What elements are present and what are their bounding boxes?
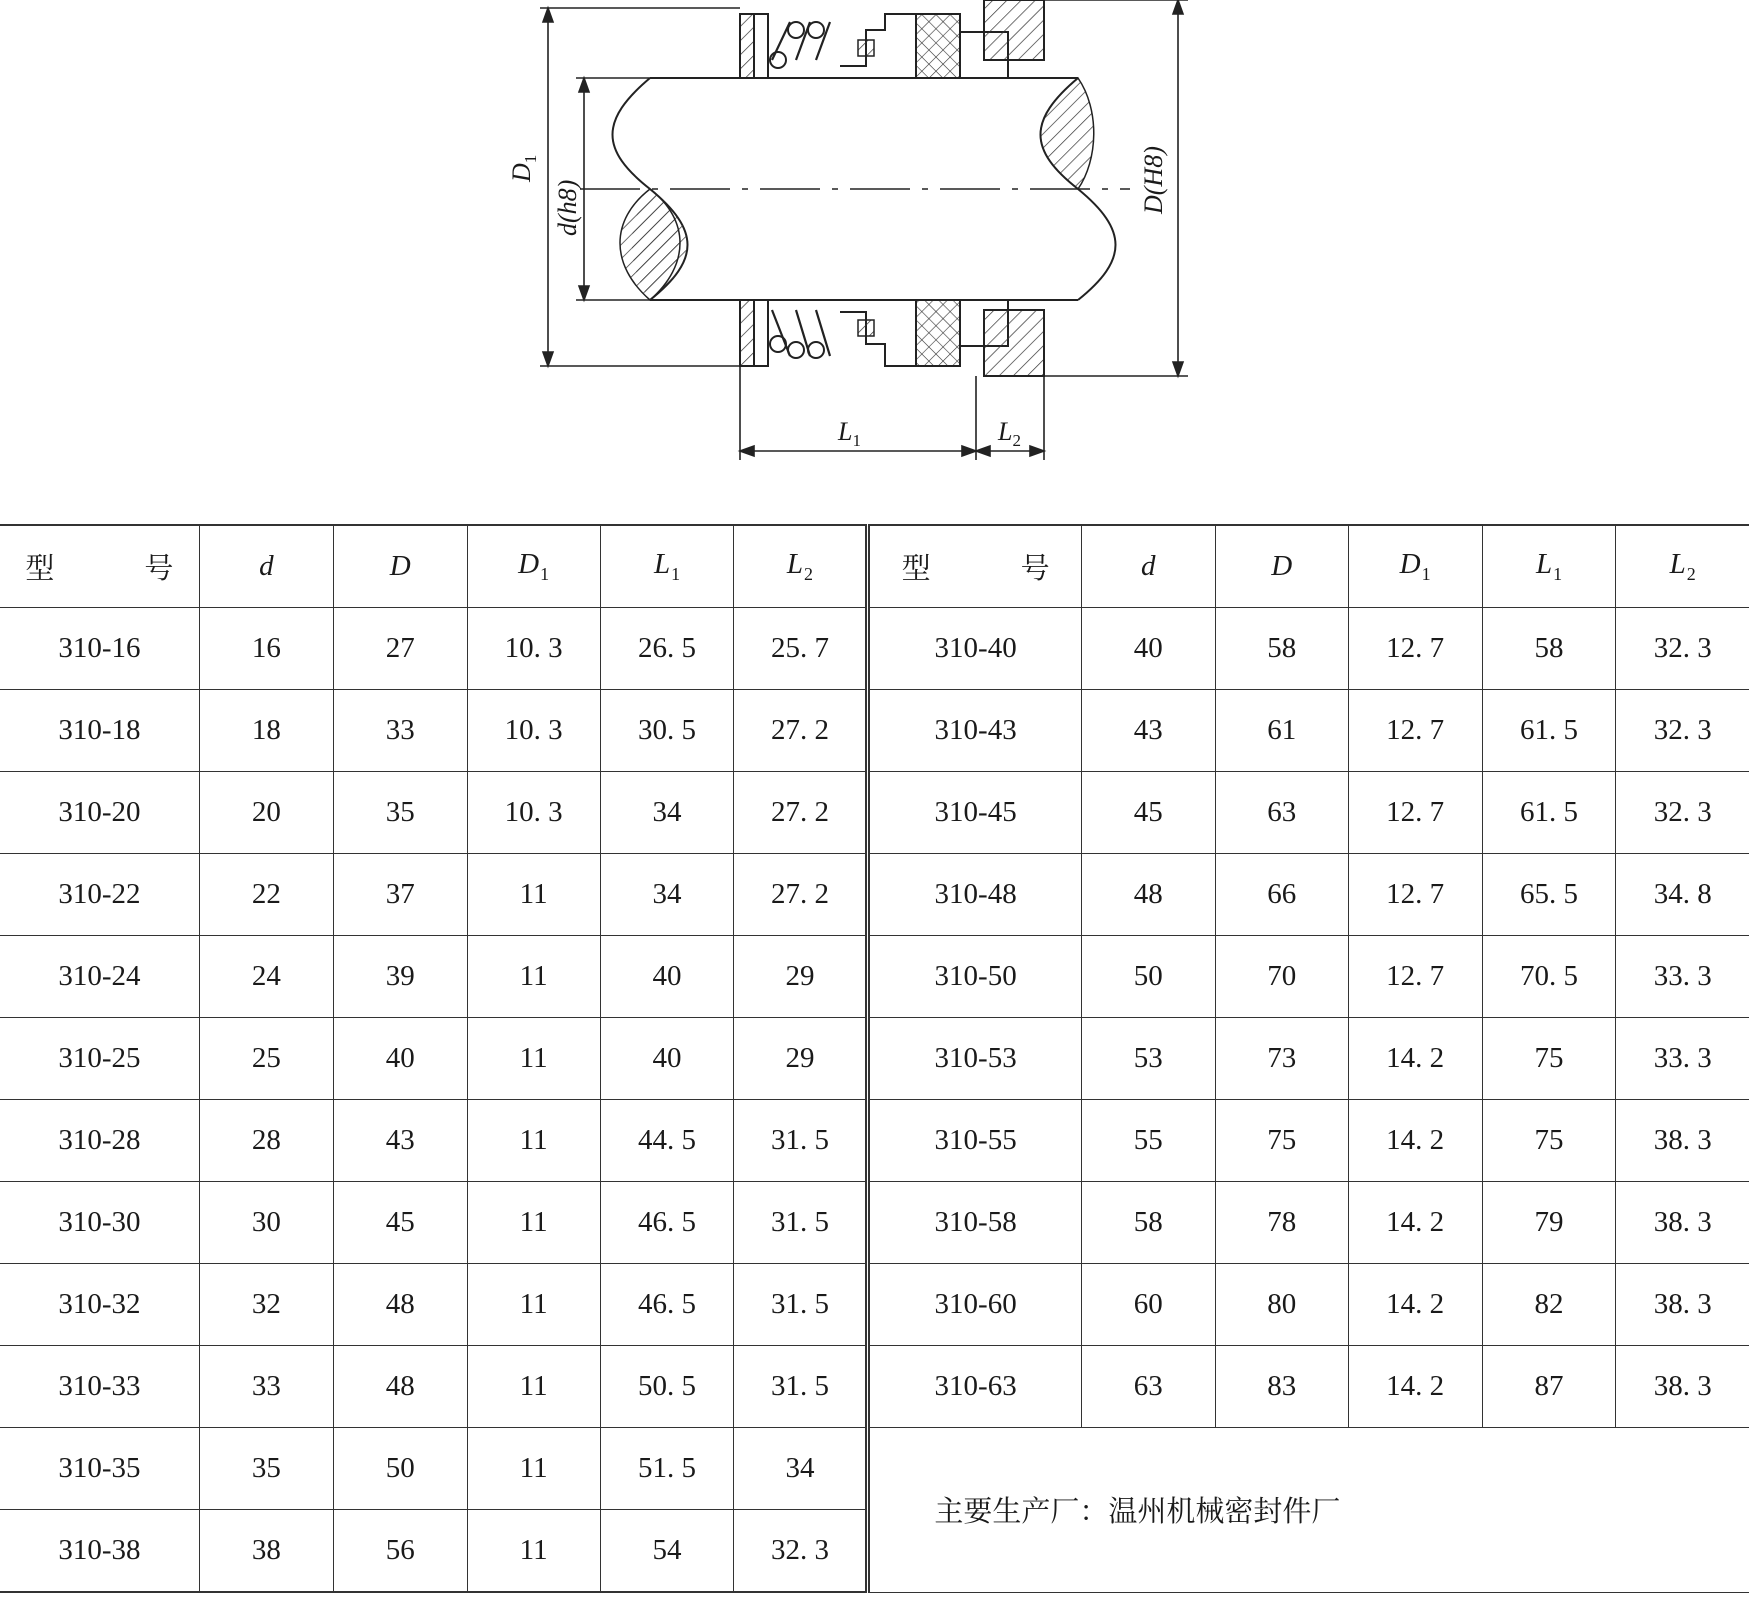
seal-spec-table <box>0 524 1749 1593</box>
header-model: 型 号 <box>0 525 199 608</box>
cell-D1: 11 <box>467 854 600 936</box>
seal-assembly-lower <box>740 300 1044 376</box>
cell-D: 48 <box>333 1264 467 1346</box>
table-header-row <box>0 525 1749 608</box>
header-L1: $L_1$ <box>600 525 734 608</box>
cell-L1: 34 <box>600 854 734 936</box>
cell-model: 310-60 <box>868 1264 1081 1346</box>
cell-D: 45 <box>333 1182 467 1264</box>
table-row <box>0 690 1749 772</box>
cell-model: 310-32 <box>0 1264 199 1346</box>
table-row <box>0 854 1749 936</box>
cell-L1: 44. 5 <box>600 1100 734 1182</box>
cell-d: 25 <box>199 1018 333 1100</box>
cell-L2: 34 <box>734 1428 868 1510</box>
header-d: d <box>199 525 333 608</box>
table-row <box>0 936 1749 1018</box>
cell-model: 310-55 <box>868 1100 1081 1182</box>
label-L2: $L_2$ <box>998 417 1021 450</box>
cell-L1: 50. 5 <box>600 1346 734 1428</box>
dimension-labels <box>507 146 1168 450</box>
header-D1: $D_1$ <box>1348 525 1482 608</box>
cell-D1: 12. 7 <box>1348 690 1482 772</box>
cell-L2: 38. 3 <box>1616 1264 1749 1346</box>
table-row <box>0 772 1749 854</box>
cell-D: 73 <box>1215 1018 1348 1100</box>
cell-model: 310-22 <box>0 854 199 936</box>
cell-D: 61 <box>1215 690 1348 772</box>
header-d: d <box>1081 525 1215 608</box>
cell-L1: 75 <box>1482 1018 1616 1100</box>
cell-L2: 27. 2 <box>734 772 868 854</box>
cell-D1: 14. 2 <box>1348 1346 1482 1428</box>
table-row <box>0 1182 1749 1264</box>
cell-L1: 46. 5 <box>600 1182 734 1264</box>
cell-model: 310-28 <box>0 1100 199 1182</box>
label-d-h8: d(h8) <box>553 179 582 236</box>
cell-model: 310-25 <box>0 1018 199 1100</box>
table-row <box>0 1018 1749 1100</box>
header-D: D <box>333 525 467 608</box>
cell-L1: 26. 5 <box>600 608 734 690</box>
cell-model: 310-35 <box>0 1428 199 1510</box>
cell-L1: 70. 5 <box>1482 936 1616 1018</box>
header-L2: $L_2$ <box>1616 525 1749 608</box>
cell-d: 48 <box>1081 854 1215 936</box>
cell-L2: 32. 3 <box>1616 690 1749 772</box>
cell-L1: 54 <box>600 1510 734 1593</box>
cell-L1: 40 <box>600 936 734 1018</box>
cell-D1: 11 <box>467 1018 600 1100</box>
cell-L1: 58 <box>1482 608 1616 690</box>
seal-cross-section-drawing <box>507 0 1220 470</box>
shaft <box>580 78 1130 300</box>
cell-model: 310-40 <box>868 608 1081 690</box>
cell-L2: 32. 3 <box>1616 772 1749 854</box>
cell-L2: 32. 3 <box>734 1510 868 1593</box>
cell-d: 58 <box>1081 1182 1215 1264</box>
cell-d: 35 <box>199 1428 333 1510</box>
header-L1: $L_1$ <box>1482 525 1616 608</box>
cell-L1: 75 <box>1482 1100 1616 1182</box>
cell-L1: 82 <box>1482 1264 1616 1346</box>
cell-d: 50 <box>1081 936 1215 1018</box>
cell-d: 55 <box>1081 1100 1215 1182</box>
cell-model: 310-43 <box>868 690 1081 772</box>
cell-model: 310-24 <box>0 936 199 1018</box>
cell-D1: 10. 3 <box>467 772 600 854</box>
cell-D1: 14. 2 <box>1348 1182 1482 1264</box>
label-D1: $D_1$ <box>507 154 540 182</box>
cell-d: 30 <box>199 1182 333 1264</box>
cell-D1: 10. 3 <box>467 690 600 772</box>
label-L1: $L_1$ <box>838 417 861 450</box>
cell-d: 16 <box>199 608 333 690</box>
cell-L1: 61. 5 <box>1482 690 1616 772</box>
cell-d: 40 <box>1081 608 1215 690</box>
cell-D1: 11 <box>467 936 600 1018</box>
cell-d: 38 <box>199 1510 333 1593</box>
cell-d: 24 <box>199 936 333 1018</box>
cell-d: 33 <box>199 1346 333 1428</box>
header-model: 型 号 <box>868 525 1081 608</box>
cell-L2: 29 <box>734 936 868 1018</box>
cell-model: 310-38 <box>0 1510 199 1593</box>
cell-D: 40 <box>333 1018 467 1100</box>
header-D: D <box>1215 525 1348 608</box>
manufacturer-note: 主要生产厂：温州机械密封件厂 <box>868 1428 1749 1593</box>
cell-D: 83 <box>1215 1346 1348 1428</box>
cell-L2: 31. 5 <box>734 1100 868 1182</box>
cell-D1: 12. 7 <box>1348 772 1482 854</box>
cell-d: 45 <box>1081 772 1215 854</box>
cell-d: 32 <box>199 1264 333 1346</box>
cell-L1: 40 <box>600 1018 734 1100</box>
cell-D: 50 <box>333 1428 467 1510</box>
cell-L1: 30. 5 <box>600 690 734 772</box>
cell-D: 37 <box>333 854 467 936</box>
cell-d: 60 <box>1081 1264 1215 1346</box>
table-row <box>0 1428 1749 1510</box>
cell-L1: 79 <box>1482 1182 1616 1264</box>
cell-D1: 11 <box>467 1510 600 1593</box>
cell-L2: 29 <box>734 1018 868 1100</box>
cell-D: 66 <box>1215 854 1348 936</box>
cell-model: 310-63 <box>868 1346 1081 1428</box>
cell-model: 310-48 <box>868 854 1081 936</box>
cell-L1: 61. 5 <box>1482 772 1616 854</box>
table-row <box>0 1100 1749 1182</box>
cell-model: 310-20 <box>0 772 199 854</box>
cell-L2: 32. 3 <box>1616 608 1749 690</box>
cell-D1: 12. 7 <box>1348 854 1482 936</box>
cell-model: 310-16 <box>0 608 199 690</box>
cell-D1: 11 <box>467 1100 600 1182</box>
cell-L2: 34. 8 <box>1616 854 1749 936</box>
cell-d: 28 <box>199 1100 333 1182</box>
cell-D: 58 <box>1215 608 1348 690</box>
cell-D1: 11 <box>467 1182 600 1264</box>
cell-L2: 38. 3 <box>1616 1100 1749 1182</box>
header-L2: $L_2$ <box>734 525 868 608</box>
cell-D: 35 <box>333 772 467 854</box>
cell-L2: 33. 3 <box>1616 1018 1749 1100</box>
cell-model: 310-58 <box>868 1182 1081 1264</box>
cell-d: 20 <box>199 772 333 854</box>
cell-D: 63 <box>1215 772 1348 854</box>
label-D-H8: D(H8) <box>1139 146 1168 214</box>
cell-D: 43 <box>333 1100 467 1182</box>
cell-L1: 87 <box>1482 1346 1616 1428</box>
cell-L1: 51. 5 <box>600 1428 734 1510</box>
cell-D: 48 <box>333 1346 467 1428</box>
cell-D1: 12. 7 <box>1348 608 1482 690</box>
table-row <box>0 608 1749 690</box>
cell-D: 70 <box>1215 936 1348 1018</box>
cell-d: 63 <box>1081 1346 1215 1428</box>
cell-D: 80 <box>1215 1264 1348 1346</box>
cell-D: 39 <box>333 936 467 1018</box>
cell-D1: 14. 2 <box>1348 1264 1482 1346</box>
cell-L2: 38. 3 <box>1616 1346 1749 1428</box>
cell-L2: 38. 3 <box>1616 1182 1749 1264</box>
cell-D: 56 <box>333 1510 467 1593</box>
cell-L2: 27. 2 <box>734 690 868 772</box>
header-D1: $D_1$ <box>467 525 600 608</box>
cell-d: 43 <box>1081 690 1215 772</box>
cell-model: 310-33 <box>0 1346 199 1428</box>
cell-L2: 25. 7 <box>734 608 868 690</box>
cell-model: 310-53 <box>868 1018 1081 1100</box>
cell-L2: 31. 5 <box>734 1346 868 1428</box>
cell-D: 78 <box>1215 1182 1348 1264</box>
cell-L2: 31. 5 <box>734 1264 868 1346</box>
table-row <box>0 1264 1749 1346</box>
cell-model: 310-30 <box>0 1182 199 1264</box>
cell-D1: 11 <box>467 1264 600 1346</box>
cell-L1: 65. 5 <box>1482 854 1616 936</box>
cell-d: 22 <box>199 854 333 936</box>
cell-L1: 34 <box>600 772 734 854</box>
cell-L1: 46. 5 <box>600 1264 734 1346</box>
table-row <box>0 1346 1749 1428</box>
seal-assembly-upper <box>740 0 1044 78</box>
cell-D1: 10. 3 <box>467 608 600 690</box>
cell-D: 27 <box>333 608 467 690</box>
cell-D: 33 <box>333 690 467 772</box>
cell-D1: 14. 2 <box>1348 1100 1482 1182</box>
cell-model: 310-18 <box>0 690 199 772</box>
cell-L2: 31. 5 <box>734 1182 868 1264</box>
cell-model: 310-50 <box>868 936 1081 1018</box>
cell-D: 75 <box>1215 1100 1348 1182</box>
cell-D1: 11 <box>467 1346 600 1428</box>
cell-d: 18 <box>199 690 333 772</box>
cell-model: 310-45 <box>868 772 1081 854</box>
cell-d: 53 <box>1081 1018 1215 1100</box>
cell-L2: 33. 3 <box>1616 936 1749 1018</box>
cell-D1: 14. 2 <box>1348 1018 1482 1100</box>
cell-D1: 11 <box>467 1428 600 1510</box>
cell-L2: 27. 2 <box>734 854 868 936</box>
cell-D1: 12. 7 <box>1348 936 1482 1018</box>
